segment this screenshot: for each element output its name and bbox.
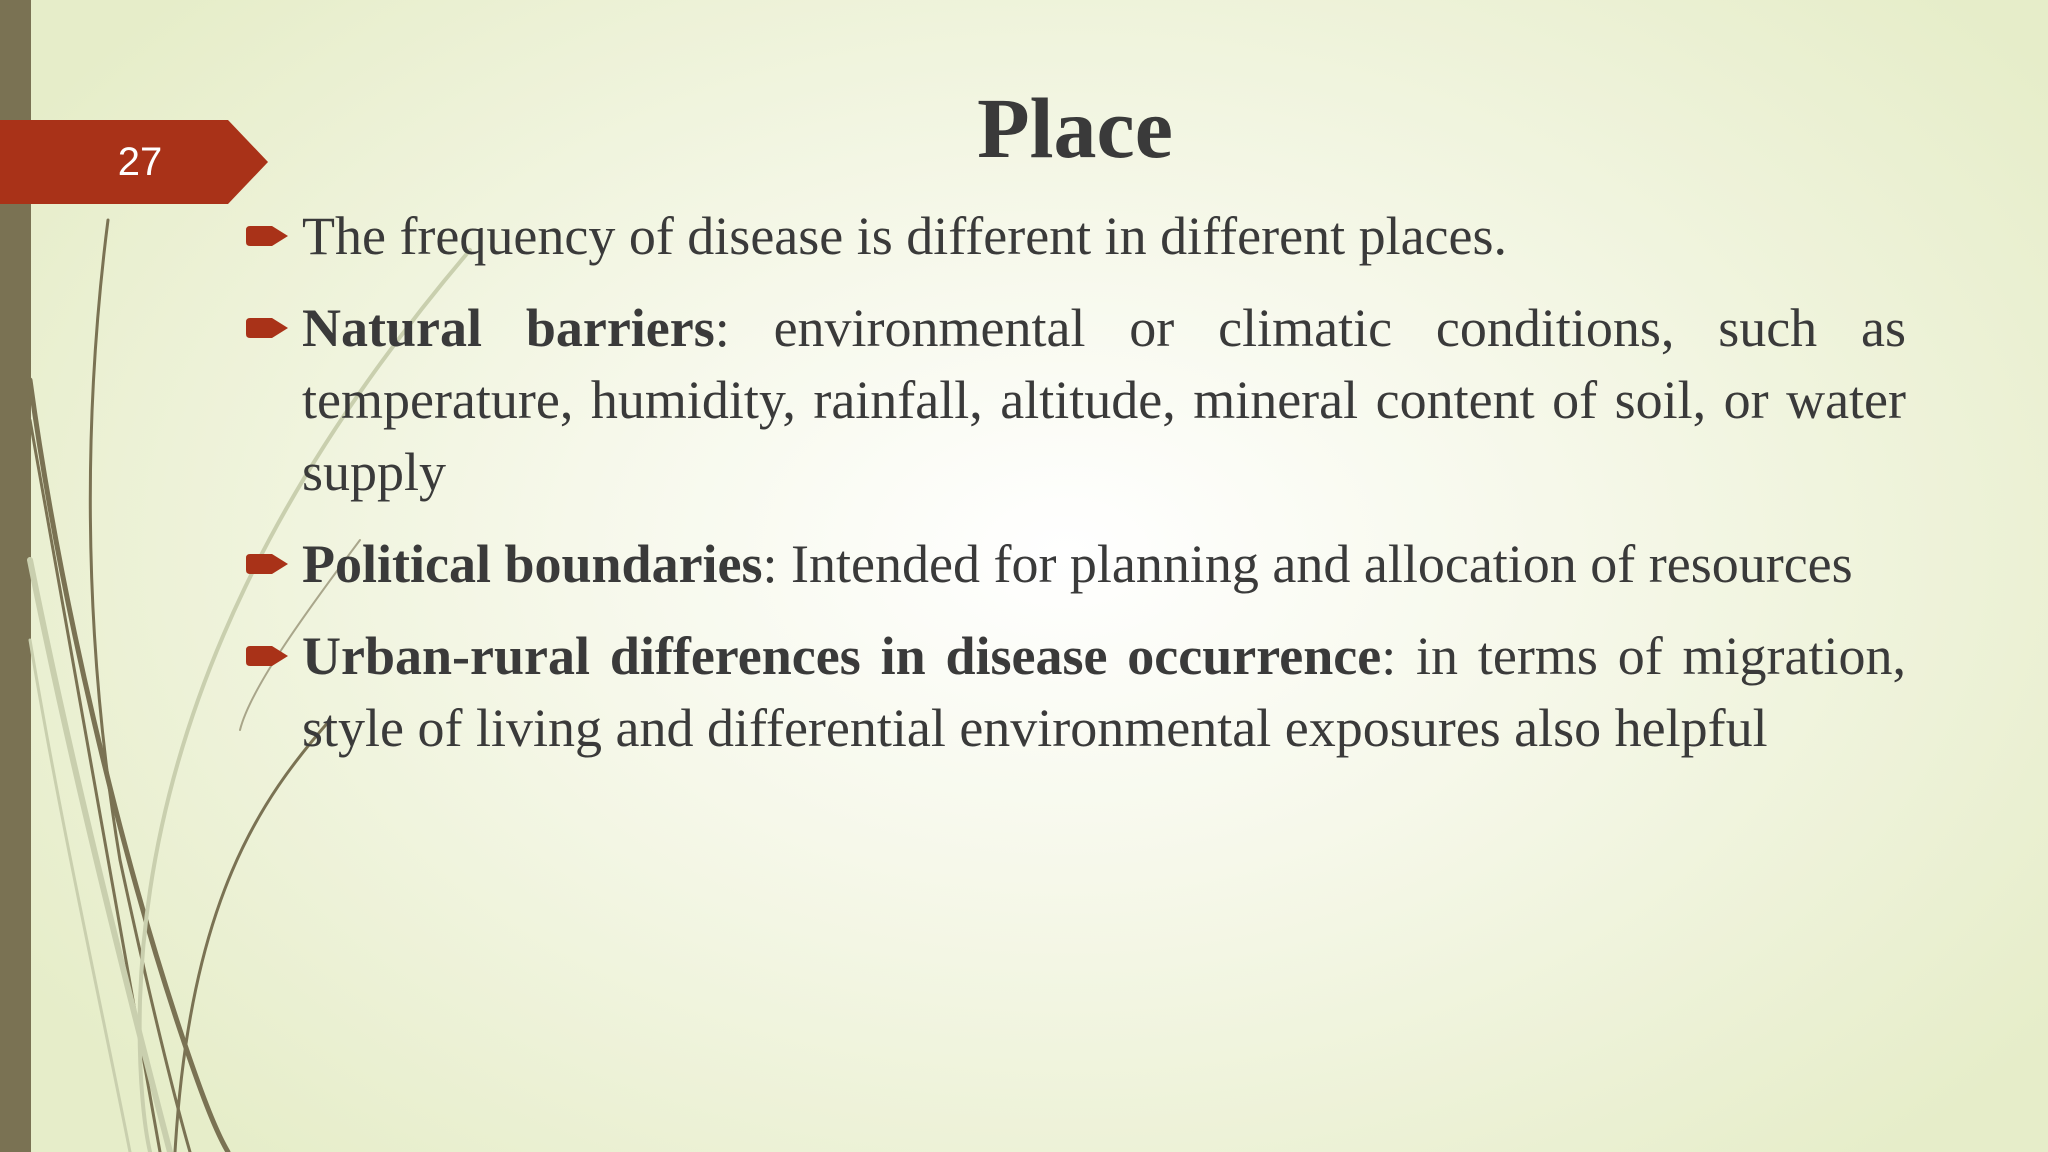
bullet-list	[246, 200, 1906, 784]
bullet-term: Urban-rural differences in disease occurrence	[302, 626, 1382, 686]
bullet-separator: :	[714, 298, 730, 358]
bullet-text: The frequency of disease is different in different places.	[302, 206, 1508, 266]
bullet-text: in terms of migration, style of living and differential environmental exposures also helpful	[302, 626, 1907, 758]
arrow-bullet-icon	[246, 642, 292, 670]
arrow-bullet-icon	[246, 550, 292, 578]
bullet-item	[246, 292, 1906, 508]
bullet-item	[246, 528, 1906, 600]
bullet-separator: :	[762, 534, 778, 594]
bullet-text: environmental or climatic conditions, such as temperature, humidity, rainfall, altitude, mineral content of soil, or water supply	[302, 298, 1906, 502]
slide-title: Place	[977, 80, 1173, 176]
arrow-bullet-icon	[246, 314, 292, 342]
bullet-term: Political boundaries	[302, 534, 763, 594]
bullet-separator: :	[1381, 626, 1397, 686]
arrow-bullet-icon	[246, 222, 292, 250]
bullet-text: Intended for planning and allocation of resources	[777, 534, 1853, 594]
slide-number-tag	[0, 120, 270, 204]
bullet-term: Natural barriers	[302, 298, 715, 358]
bullet-item	[246, 200, 1906, 272]
slide-number: 27	[117, 140, 163, 184]
bullet-item	[246, 620, 1906, 764]
